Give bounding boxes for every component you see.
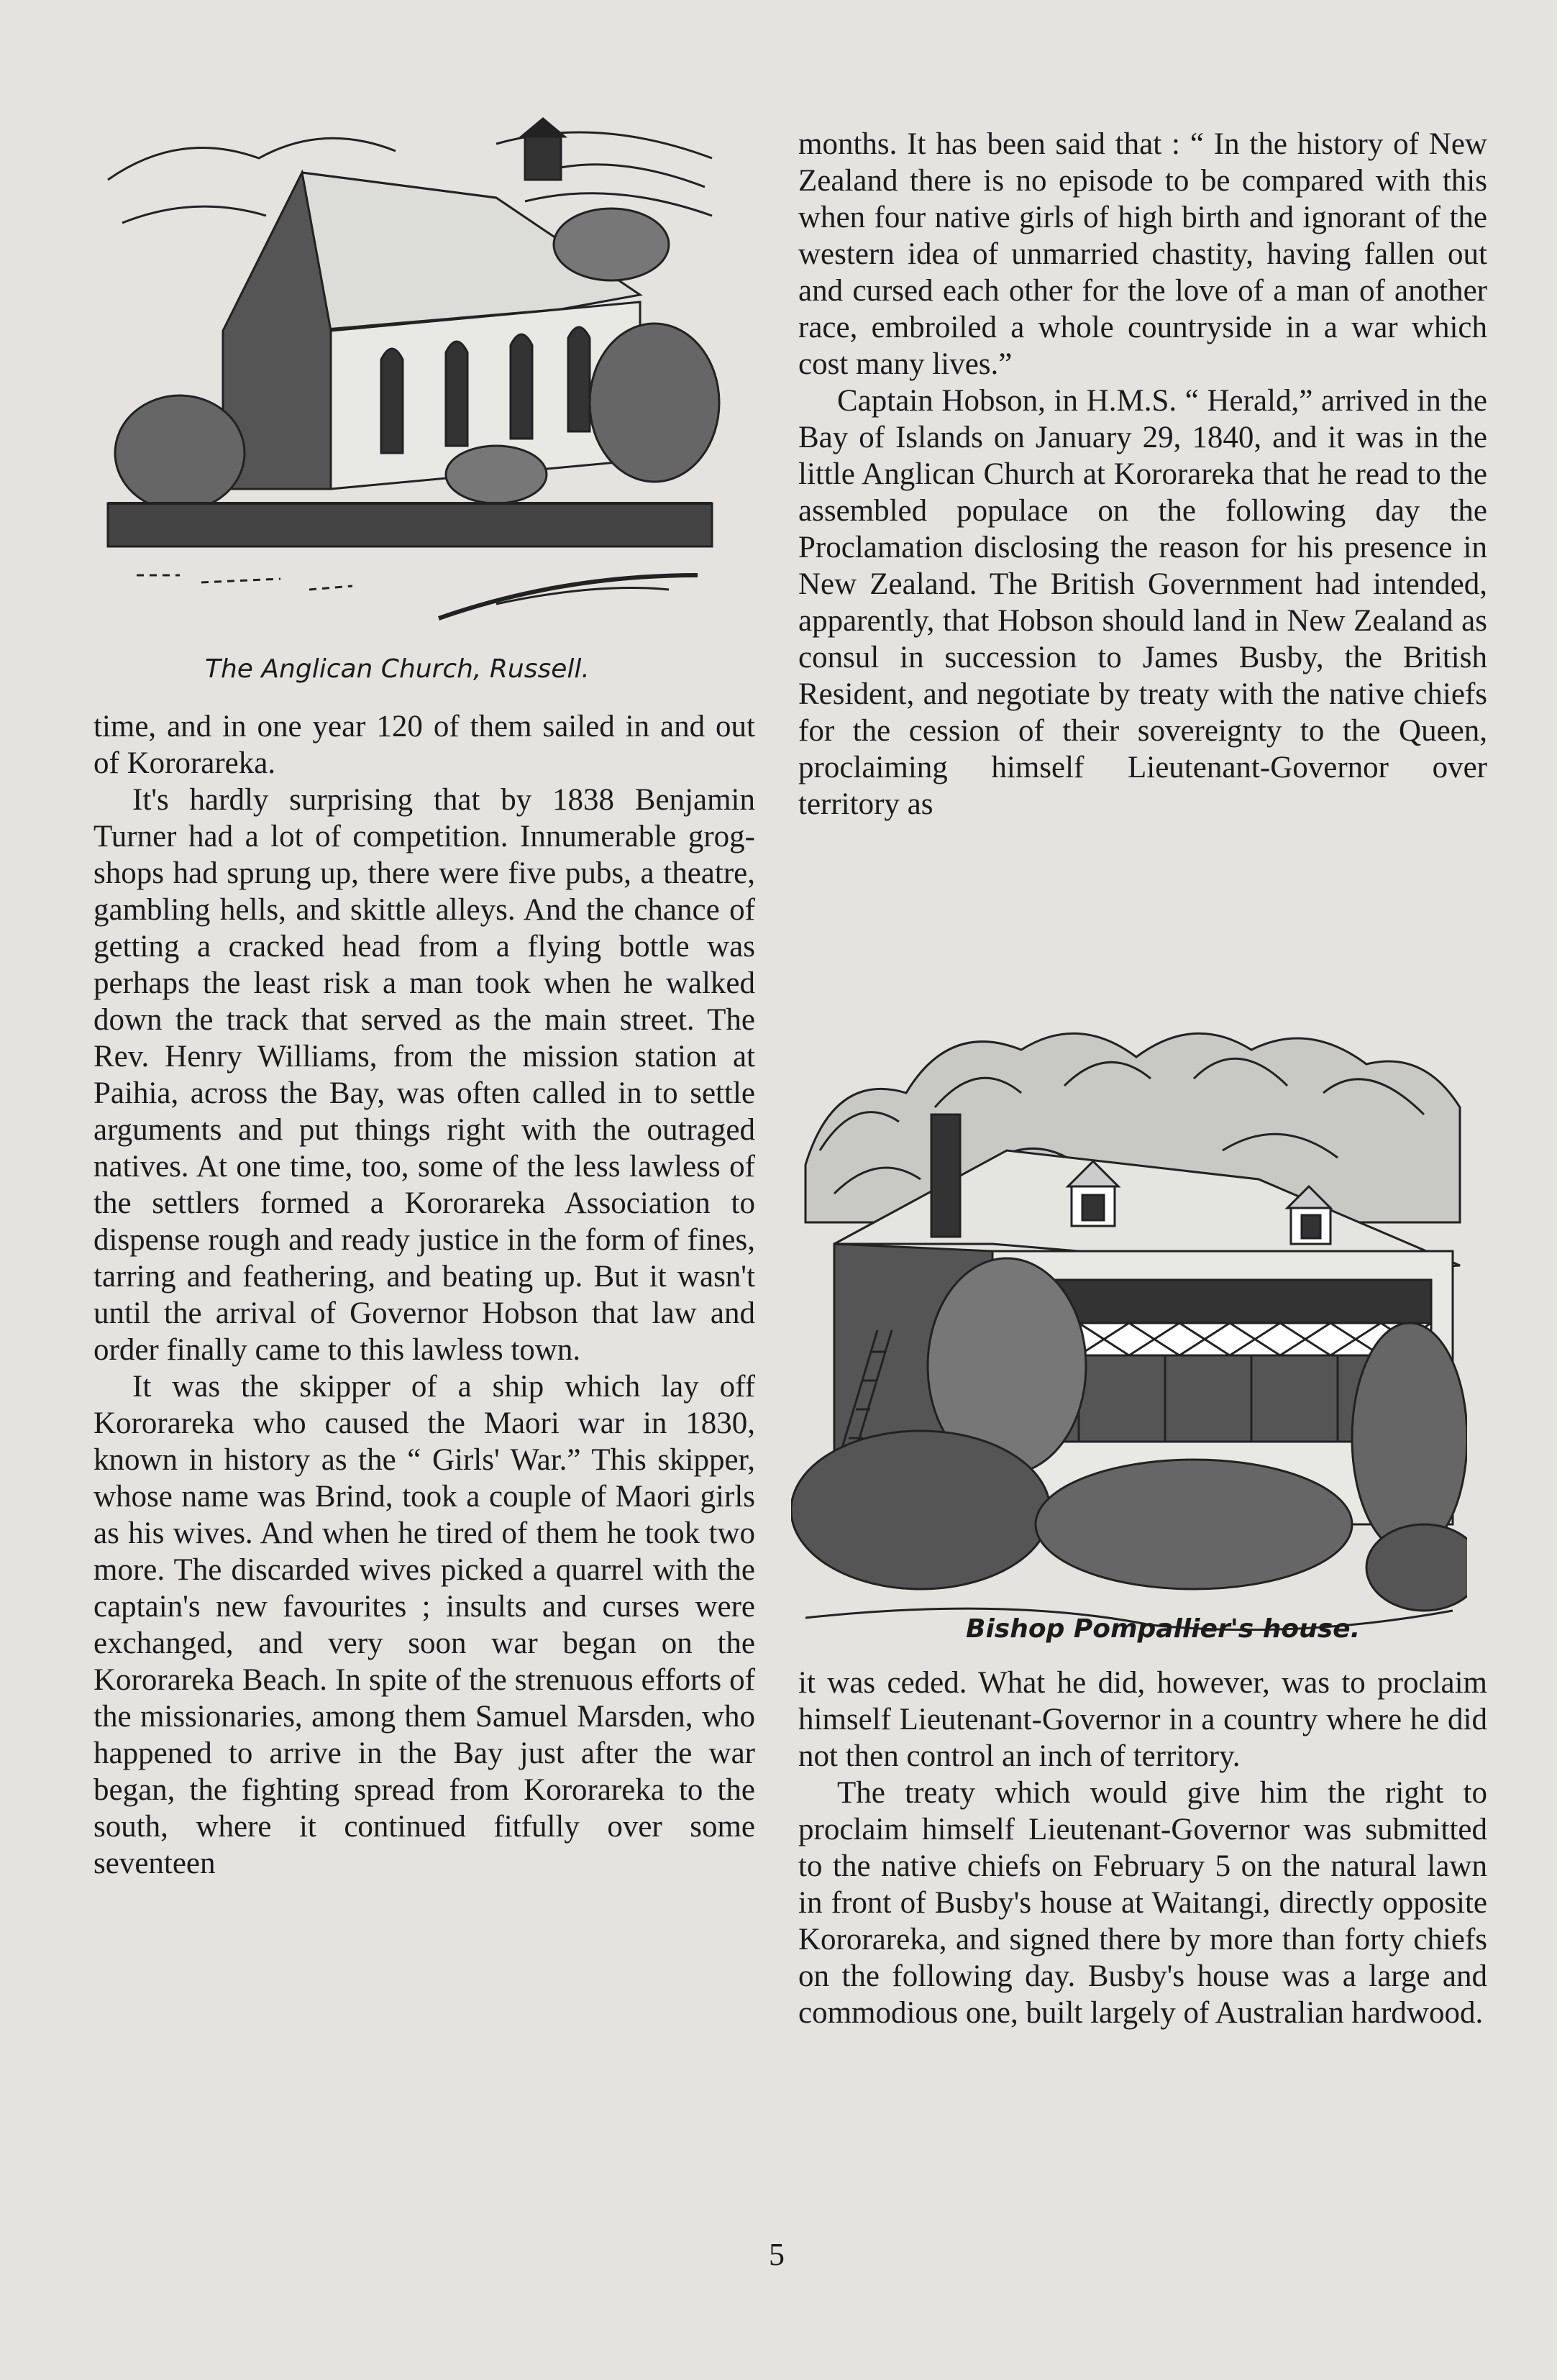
right-paragraph-2: Captain Hobson, in H.M.S. “ Herald,” arrived in the Bay of Islands on January 29, 1840, and it was in the little Anglican Church at Kororareka that he read to the assembled populace on the following day the Proclamation disclosing the reason for his presence in New Zealand. The British Government had intended, apparently, that Hobson should land in New Zealand as consul in succession to James Busby, the British Resident, and negotiate by treaty with the native chiefs for the cession of their sovereignty to the Queen, proclaiming himself Lieutenant-Governor over territory as	[798, 384, 1487, 821]
right-column-bottom-text	[798, 1665, 1487, 2031]
church-caption: The Anglican Church, Russell.	[205, 654, 590, 684]
church-illustration	[93, 115, 726, 647]
left-paragraph-2: It's hardly surprising that by 1838 Benjamin Turner had a lot of competition. Innumerable grog-shops had sprung up, there were five pubs, a theatre, gambling hells, and skittle alleys. And the chance of getting a cracked head from a flying bottle was perhaps the least risk a man took when he walked down the track that served as the main street. The Rev. Henry Williams, from the mission station at Paihia, across the Bay, was often called in to settle arguments and put things right with the outraged natives. At one time, too, some of the less lawless of the settlers formed a Kororareka Association to dispense rough and ready justice in the form of fines, tarring and feathering, and beating up. But it wasn't until the arrival of Governor Hobson that law and order finally came to this lawless town.	[93, 783, 755, 1367]
left-paragraph-1: time, and in one year 120 of them sailed in and out of Kororareka.	[93, 710, 755, 780]
right-paragraph-4: The treaty which would give him the right to proclaim himself Lieutenant-Governor was submitted to the native chiefs on February 5 on the natural lawn in front of Busby's house at Waitangi, directly opposite Kororareka, and signed there by more than forty chiefs on the following day. Busby's house was a large and commodious one, built largely of Australian hardwood.	[798, 1776, 1487, 2030]
page-number: 5	[769, 2237, 785, 2272]
house-caption: Bishop Pompallier's house.	[966, 1614, 1361, 1644]
right-paragraph-3: it was ceded. What he did, however, was to proclaim himself Lieutenant-Governor in a country where he did not then control an inch of territory.	[798, 1666, 1487, 1773]
left-paragraph-3: It was the skipper of a ship which lay off Kororareka who caused the Maori war in 1830, known in history as the “ Girls' War.” This skipper, whose name was Brind, took a couple of Maori girls as his wives. And when he tired of them he took two more. The discarded wives picked a quarrel with the captain's new favourites ; insults and curses were exchanged, and very soon war began on the Kororareka Beach. In spite of the strenuous efforts of the missionaries, among them Samuel Marsden, who happened to arrive in the Bay just after the war began, the fighting spread from Kororareka to the south, where it continued fitfully over some seventeen	[93, 1370, 755, 1880]
left-column-text	[93, 708, 755, 1882]
right-paragraph-1: months. It has been said that : “ In the history of New Zealand there is no episode to be compared with this when four native girls of high birth and ignorant of the western idea of unmarried chastity, having fallen out and cursed each other for the love of a man of another race, embroiled a whole countryside in a war which cost many lives.”	[798, 127, 1487, 381]
right-column-top-text	[798, 126, 1487, 823]
house-illustration	[791, 1007, 1467, 1654]
